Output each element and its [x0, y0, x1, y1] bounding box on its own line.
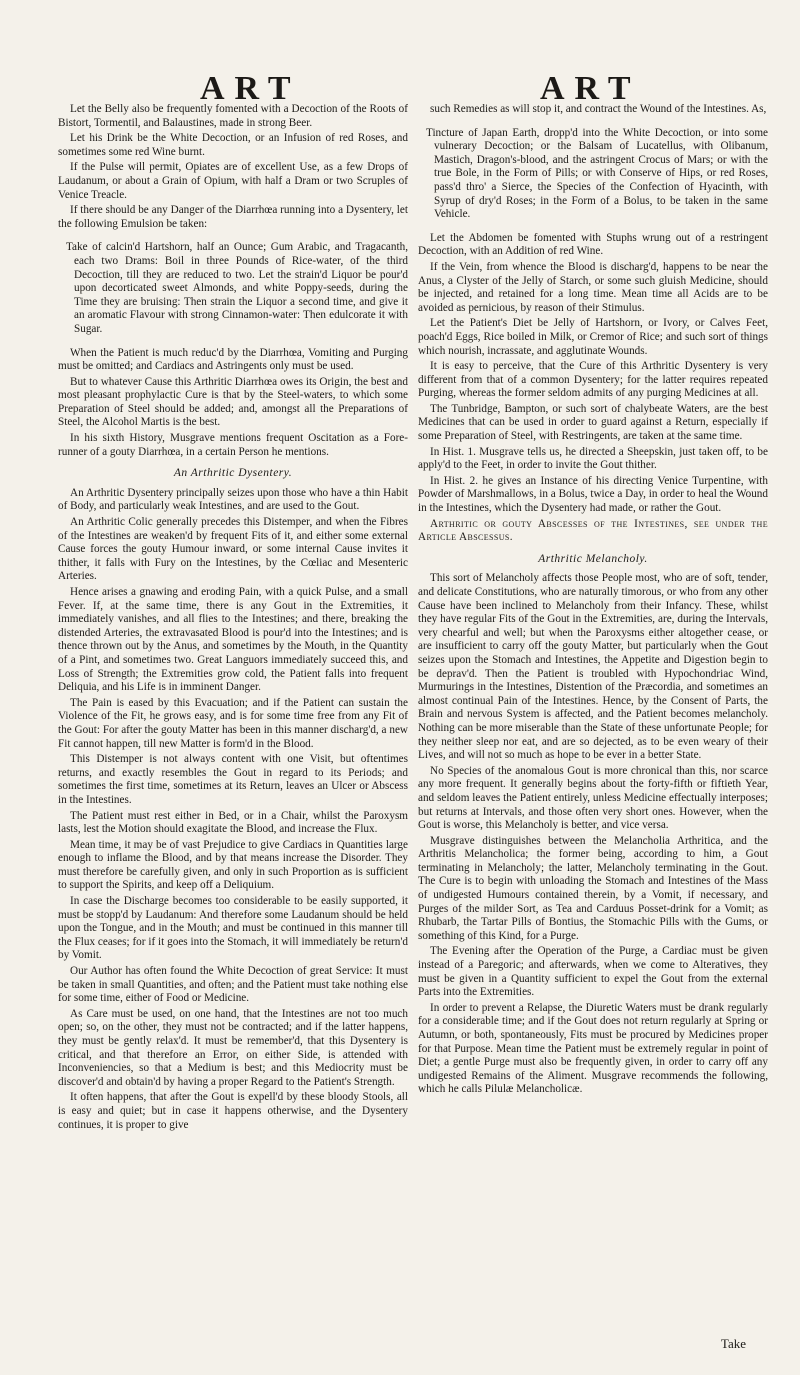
section-heading: An Arthritic Dysentery.: [173, 467, 293, 480]
running-head-right: ART: [540, 70, 641, 107]
paragraph: In Hist. 1. Musgrave tells us, he directed a Sheepskin, just taken off, to be apply'd to the Feet, in order to invite the Gout thither.: [418, 445, 768, 472]
paragraph: When the Patient is much reduc'd by the Diarrhœa, Vomiting and Purging must be omitted; and Cardiacs and Astringents only must be used.: [58, 346, 408, 373]
paragraph: An Arthritic Dysentery principally seizes upon those who have a thin Habit of Body, and particularly weak Intestines, and are used to the Gout.: [58, 486, 408, 513]
paragraph: Our Author has often found the White Decoction of great Service: It must be taken in small Quantities, and often; and the Patient must take nothing else for some time, either of Food or Medicine.: [58, 965, 408, 1005]
running-head-left: ART: [200, 70, 301, 107]
paragraph: Let the Abdomen be fomented with Stuphs wrung out of a restringent Decoction, with an Addition of red Wine.: [418, 231, 768, 258]
paragraph: The Patient must rest either in Bed, or in a Chair, whilst the Paroxysm lasts, lest the Motion should exagitate the Blood, and increase the Flux.: [58, 809, 408, 836]
paragraph: This sort of Melancholy affects those People most, who are of soft, tender, and delicate Constitutions, who are naturally timorous, or who from any other Cause have been inclined to Melancholy from their Infancy. These, whilst they have regular Fits of the Gout in the Extremities, are, during the Intervals, very chearful and well; but when the Paroxysms either altogether cease, or are insufficient to carry off the gouty Matter, but particularly when the Gout seizes upon the Stomach and Intestines, the Appetite and Digestion begin to be deprav'd. Then the Patient is troubled with Hypochondriac Wind, Murmurings in the Intestines, Distention of the Præcordia, and sometimes an almost continual Pain of the Intestines. Hence, by the Consent of Parts, the Brain and nervous System is affected, and the Patient becomes melancholy. Nothing can be more miserable than the State of these unfortunate People; for they neither sleep nor eat, and are so dejected, as to be even weary of their Lives, and will not so much as hope to be ever in a better State.: [418, 572, 768, 762]
paragraph: The Pain is eased by this Evacuation; and if the Patient can sustain the Violence of the Fit, he grows easy, and is for some time free from any Fit of the Gout: For after the gouty Matter has been in this manner discharg'd, a new Fit cannot happen, till new Matter is form'd in the Blood.: [58, 696, 408, 750]
paragraph: No Species of the anomalous Gout is more chronical than this, nor scarce any more frequent. It generally begins about the forty-fifth or fiftieth Year, and seldom leaves the Patient entirely, unless Medicine effectually interposes; but returns at Intervals, and those often very short ones. However, when the Gout is worse, this Melancholy is better, and vice versa.: [418, 764, 768, 832]
right-column: [418, 103, 768, 1099]
paragraph: If there should be any Danger of the Diarrhœa running into a Dysentery, let the following Emulsion be taken:: [58, 204, 408, 230]
section-heading: Arthritic Melancholy.: [538, 552, 648, 565]
paragraph: It is easy to perceive, that the Cure of this Arthritic Dysentery is very different from that of a common Dysentery; for the latter requires repeated Purging, whereas the former seldom admits of any purging Medicines at all.: [418, 360, 768, 400]
cross-reference: Arthritic or gouty Abscesses of the Intestines, see under the Article Abscessus.: [418, 517, 768, 544]
paragraph: such Remedies as will stop it, and contract the Wound of the Intestines. As,: [430, 103, 767, 115]
paragraph: If the Vein, from whence the Blood is discharg'd, happens to be near the Anus, a Clyster of the Jelly of Starch, or some such gluish Medicine, should be injected, and retained for a long time. Mean time all Acids are to be avoided as pernicious, by reason of their Stimulus.: [418, 260, 768, 314]
paragraph: It often happens, that after the Gout is expell'd by these bloody Stools, all is easy and quiet; but in case it happens otherwise, and the Dysentery continues, it is proper to give: [58, 1091, 408, 1131]
recipe-paragraph: Take of calcin'd Hartshorn, half an Ounce; Gum Arabic, and Tragacanth, each two Drams: Boil in three Pounds of Rice-water, of the third Decoction, till they are reduced to two. Let the strain'd Liquor be pour'd upon decorticated sweet Almonds, and white Poppy-seeds, during the Time they are bruising: Then strain the Liquor a second time, and give it an aromatic Flavour with strong Cinnamon-water: Then edulcorate it with Sugar.: [66, 241, 408, 335]
paragraph: In case the Discharge becomes too considerable to be easily supported, it must be stopp'd by Laudanum: And therefore some Laudanum should be held upon the Tongue, and in the Mouth; and must be continued in this manner till the Flux ceases; for if it goes into the Stomach, it will immediately be return'd by Vomit.: [58, 895, 408, 962]
recipe-paragraph: Tincture of Japan Earth, dropp'd into the White Decoction, or into some vulnerary Decoction; or the Balsam of Lucatellus, with Olibanum, Mastich, Dragon's-blood, and the astringent Crocus of Mars; or with the true Bole, in the Form of Pills; or with Conserve of Hips, or red Roses, pass'd thro' a Sierce, the Species of the Confection of Hyacinth, with Syrup of dry'd Roses; in the Form of a Bolus, to be taken in the same Vehicle.: [426, 126, 768, 221]
catchword: Take: [720, 1336, 746, 1351]
paragraph: Musgrave distinguishes between the Melancholia Arthritica, and the Arthritis Melancholica; the former being, according to him, a Gout terminating in Melancholy; the latter, Melancholy terminating in the Gout. The Cure is to begin with unloading the Stomach and Intestines of the Mass of undigested Humours contained therein, by a Vomit, if necessary, and Purges of the milder Sort, as Tea and Carduus Posset-drink for a Vomit; as Rhubarb, the Tartar Pills of Bontius, the Stomachic Pills with the Gums, or something of this Kind, for a Purge.: [418, 834, 768, 942]
paragraph: The Evening after the Operation of the Purge, a Cardiac must be given instead of a Paregoric; and afterwards, when we come to Alteratives, they must be given in a Quantity sufficient to expel the Gout from the external Parts into the Extremities.: [418, 945, 768, 999]
paragraph: Let the Patient's Diet be Jelly of Hartshorn, or Ivory, or Calves Feet, poach'd Eggs, Rice boiled in Milk, or Cremor of Rice; and such sort of things which nourish, incrassate, and agglutinate Wounds.: [418, 317, 768, 357]
paragraph: Let his Drink be the White Decoction, or an Infusion of red Roses, and sometimes some red Wine burnt.: [58, 132, 408, 158]
paragraph: Let the Belly also be frequently fomented with a Decoction of the Roots of Bistort, Tormentil, and Balaustines, made in strong Beer.: [58, 103, 408, 129]
paragraph: The Tunbridge, Bampton, or such sort of chalybeate Waters, are the best Medicines that can be used in order to guard against a Return, especially if some Preparation of Steel, with Restringents, are taken at the same time.: [418, 402, 768, 443]
paragraph: In his sixth History, Musgrave mentions frequent Oscitation as a Fore-runner of a gouty Diarrhœa, in a certain Person he mentions.: [58, 432, 408, 458]
left-column: [58, 103, 408, 1134]
paragraph: As Care must be used, on one hand, that the Intestines are not too much open; so, on the other, they must not be contracted; and if the latter happens, they must be gently relax'd. It must be remember'd, that this Dysentery is critical, and that therefore an Error, on either Side, is attended with Inconveniencies, so that a Medium is best; and this Mediocrity must be discover'd and obtain'd by having a proper Regard to the Patient's Strength.: [58, 1007, 408, 1088]
paragraph: In Hist. 2. he gives an Instance of his directing Venice Turpentine, with Powder of Marshmallows, in a Bolus, twice a Day, in order to heal the Wound in the Intestines, which the Dysentery had made, or rather the Gout.: [418, 474, 768, 515]
paragraph: In order to prevent a Relapse, the Diuretic Waters must be drank regularly for a considerable time; and if the Gout does not return regularly at Spring or Autumn, or both, spontaneously, Fits must be procured by Medicines proper for that Purpose. Mean time the Patient must be extremely regular in point of Diet; a gentle Purge must also be frequently given, in order to carry off any undigested Remains of the Aliment. Musgrave recommends the following, which he calls Pilulæ Melancholicæ.: [418, 1001, 768, 1096]
paragraph: But to whatever Cause this Arthritic Diarrhœa owes its Origin, the best and most pleasant prophylactic Cure is that by the Steel-waters, to which some Preparation of Steel should be added; and, amongst all the Preparations of Steel, the Alcohol Martis is the best.: [58, 375, 408, 429]
paragraph: This Distemper is not always content with one Visit, but oftentimes returns, and exactly resembles the Gout in regard to its Periods; and sometimes the first time, sometimes at its Return, leaves an Ulcer or Abscess in the Intestines.: [58, 753, 408, 806]
paragraph: Mean time, it may be of vast Prejudice to give Cardiacs in Quantities large enough to inflame the Blood, and by that means increase the Disorder. They must therefore be carefully given, and only in such Proportion as is sufficient to support the Spirits, and keep off a Deliquium.: [58, 838, 408, 892]
paragraph: If the Pulse will permit, Opiates are of excellent Use, as a few Drops of Laudanum, or about a Grain of Opium, with half a Dram or two Scruples of Venice Treacle.: [58, 161, 408, 201]
paragraph: An Arthritic Colic generally precedes this Distemper, and when the Fibres of the Intestines are weaken'd by frequent Fits of it, and either some external Cause forces the gouty Humour inward, or some internal Cause invites it thither, it falls with Fury on the Intestines, by the Cœliac and Mesenteric Arteries.: [58, 516, 408, 583]
paragraph: Hence arises a gnawing and eroding Pain, with a quick Pulse, and a small Fever. If, at the same time, there is any Gout in the Extremities, it immediately vanishes, and all flies to the Intestines; and there, breaking the distended Arteries, the extravasated Blood is pour'd into the Intestines; and is thence thrown out by the Anus, and sometimes by the Mouth, in the Quantity of a Pint, and sometimes two. Great Languors immediately succeed this, and Loss of Strength; the Extremities grow cold, the Patient falls into frequent Deliquia, and his Life is in imminent Danger.: [58, 586, 408, 694]
